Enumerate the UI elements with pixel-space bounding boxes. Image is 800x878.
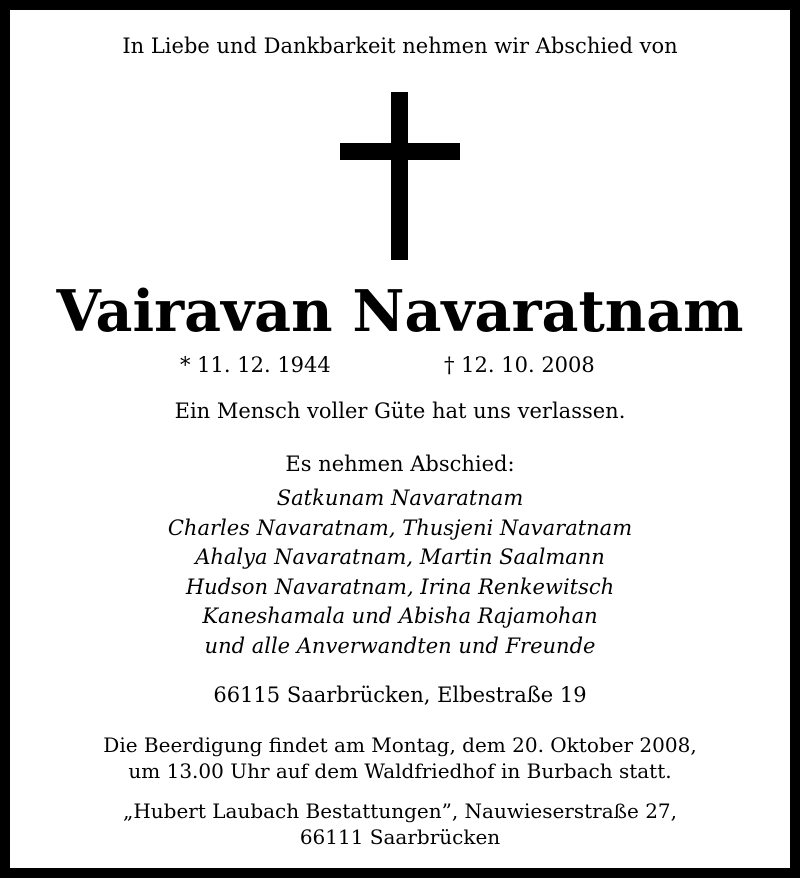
mourner-line: Ahalya Navaratnam, Martin Saalmann <box>195 545 605 570</box>
undertaker-line: „Hubert Laubach Bestattungen”, Nauwieserstraße 27, <box>122 799 678 823</box>
mourner-line: und alle Anverwandten und Freunde <box>204 633 596 658</box>
mourner-line: Kaneshamala und Abisha Rajamohan <box>202 604 598 629</box>
mourner-line: Satkunam Navaratnam <box>276 486 524 510</box>
intro-text: In Liebe und Dankbarkeit nehmen wir Abschied von <box>122 34 678 58</box>
cross-horizontal-bar <box>340 143 460 160</box>
mourner-line: Charles Navaratnam, Thusjeni Navaratnam <box>167 515 633 540</box>
mourners-list <box>10 484 790 662</box>
family-address: 66115 Saarbrücken, Elbestraße 19 <box>213 683 587 707</box>
latin-cross-icon <box>340 92 460 260</box>
undertaker-line: 66111 Saarbrücken <box>299 825 501 849</box>
death-date: † 12. 10. 2008 <box>444 353 595 377</box>
tagline: Ein Mensch voller Güte hat uns verlassen. <box>174 399 626 423</box>
birth-date: * 11. 12. 1944 <box>180 353 331 377</box>
funeral-line: Die Beerdigung findet am Montag, dem 20. Oktober 2008, <box>103 733 697 757</box>
funeral-info <box>10 732 790 784</box>
funeral-line: um 13.00 Uhr auf dem Waldfriedhof in Burbach statt. <box>128 759 672 783</box>
undertaker-info <box>10 798 790 850</box>
life-dates <box>10 353 790 381</box>
mourner-line: Hudson Navaratnam, Irina Renkewitsch <box>185 574 615 599</box>
cross-vertical-bar <box>391 92 408 260</box>
mourners-heading: Es nehmen Abschied: <box>285 452 515 476</box>
deceased-name: Vairavan Navaratnam <box>56 278 744 345</box>
